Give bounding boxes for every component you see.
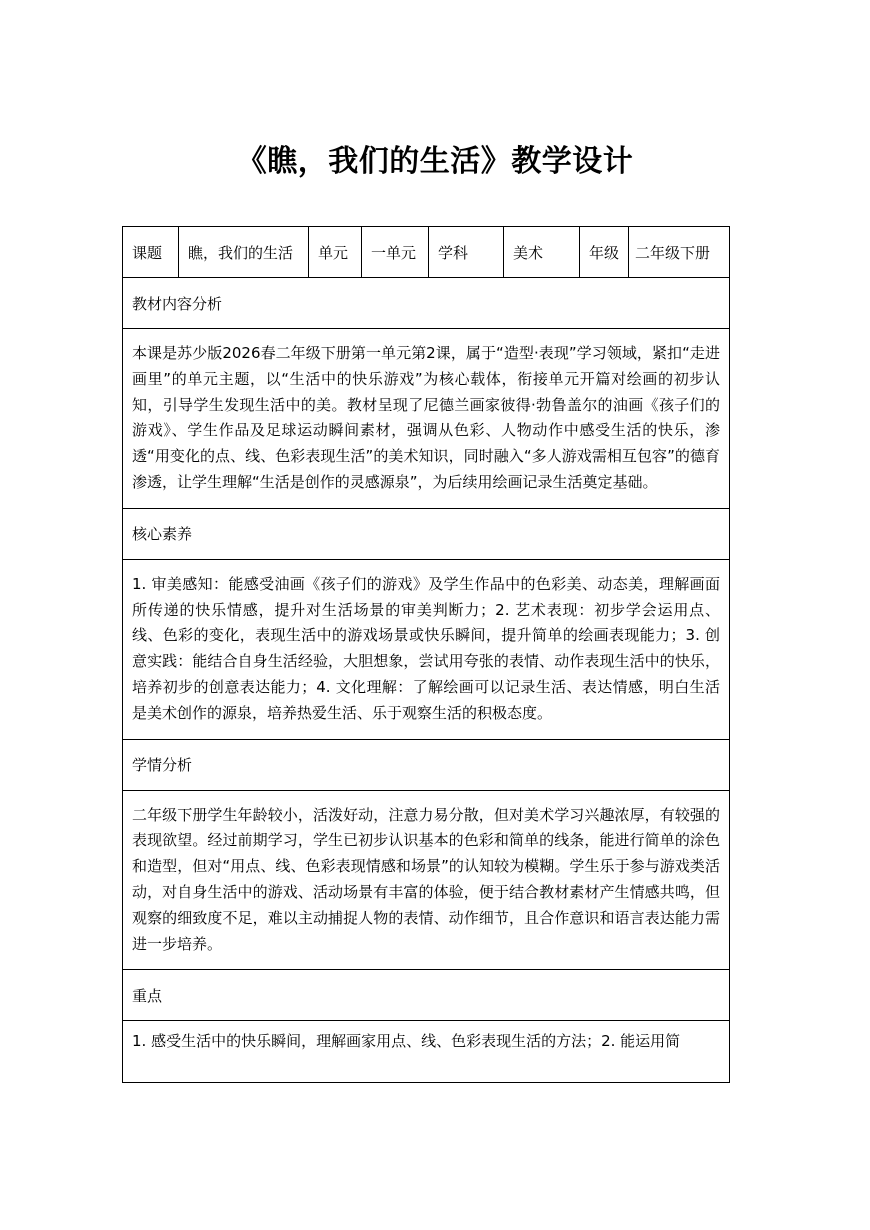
lesson-label: 课题	[123, 227, 179, 278]
section-header-row	[123, 278, 730, 329]
grade-value: 二年级下册	[629, 227, 730, 278]
grade-label: 年级	[580, 227, 629, 278]
unit-label: 单元	[309, 227, 362, 278]
section-body-row	[123, 790, 730, 970]
section-body-row	[123, 329, 730, 509]
subject-value: 美术	[504, 227, 580, 278]
lesson-info-row	[123, 227, 730, 278]
learner-analysis-body: 二年级下册学生年龄较小，活泼好动，注意力易分散，但对美术学习兴趣浓厚，有较强的表现欲望。经过前期学习，学生已初步认识基本的色彩和简单的线条，能进行简单的涂色和造型，但对“用点、线、色彩表现情感和场景”的认知较为模糊。学生乐于参与游戏类活动，对自身生活中的游戏、活动场景有丰富的体验，便于结合教材素材产生情感共鸣，但观察的细致度不足，难以主动捕捉人物的表情、动作细节，且合作意识和语言表达能力需进一步培养。	[123, 790, 730, 970]
section-header-row	[123, 970, 730, 1021]
unit-value: 一单元	[362, 227, 429, 278]
section-header-row	[123, 739, 730, 790]
key-points-header: 重点	[123, 970, 730, 1021]
section-header-row	[123, 508, 730, 559]
document-title: 《瞧，我们的生活》教学设计	[236, 144, 634, 179]
lesson-value: 瞧，我们的生活	[179, 227, 309, 278]
section-body-row	[123, 1021, 730, 1083]
core-literacy-header: 核心素养	[123, 508, 730, 559]
subject-label: 学科	[429, 227, 504, 278]
material-analysis-body: 本课是苏少版2026春二年级下册第一单元第2课，属于“造型·表现”学习领域，紧扣“走进画里”的单元主题，以“生活中的快乐游戏”为核心载体，衔接单元开篇对绘画的初步认知，引导学生发现生活中的美。教材呈现了尼德兰画家彼得·勃鲁盖尔的油画《孩子们的游戏》、学生作品及足球运动瞬间素材，强调从色彩、人物动作中感受生活的快乐，渗透“用变化的点、线、色彩表现生活”的美术知识，同时融入“多人游戏需相互包容”的德育渗透，让学生理解“生活是创作的灵感源泉”，为后续用绘画记录生活奠定基础。	[123, 329, 730, 509]
learner-analysis-header: 学情分析	[123, 739, 730, 790]
key-points-body: 1. 感受生活中的快乐瞬间，理解画家用点、线、色彩表现生活的方法；2. 能运用简	[123, 1021, 730, 1083]
section-body-row	[123, 559, 730, 739]
material-analysis-header: 教材内容分析	[123, 278, 730, 329]
lesson-design-table	[122, 226, 730, 1083]
core-literacy-body: 1. 审美感知：能感受油画《孩子们的游戏》及学生作品中的色彩美、动态美，理解画面所传递的快乐情感，提升对生活场景的审美判断力；2. 艺术表现：初步学会运用点、线、色彩的变化，表现生活中的游戏场景或快乐瞬间，提升简单的绘画表现能力；3. 创意实践：能结合自身生活经验，大胆想象，尝试用夸张的表情、动作表现生活中的快乐，培养初步的创意表达能力；4. 文化理解：了解绘画可以记录生活、表达情感，明白生活是美术创作的源泉，培养热爱生活、乐于观察生活的积极态度。	[123, 559, 730, 739]
